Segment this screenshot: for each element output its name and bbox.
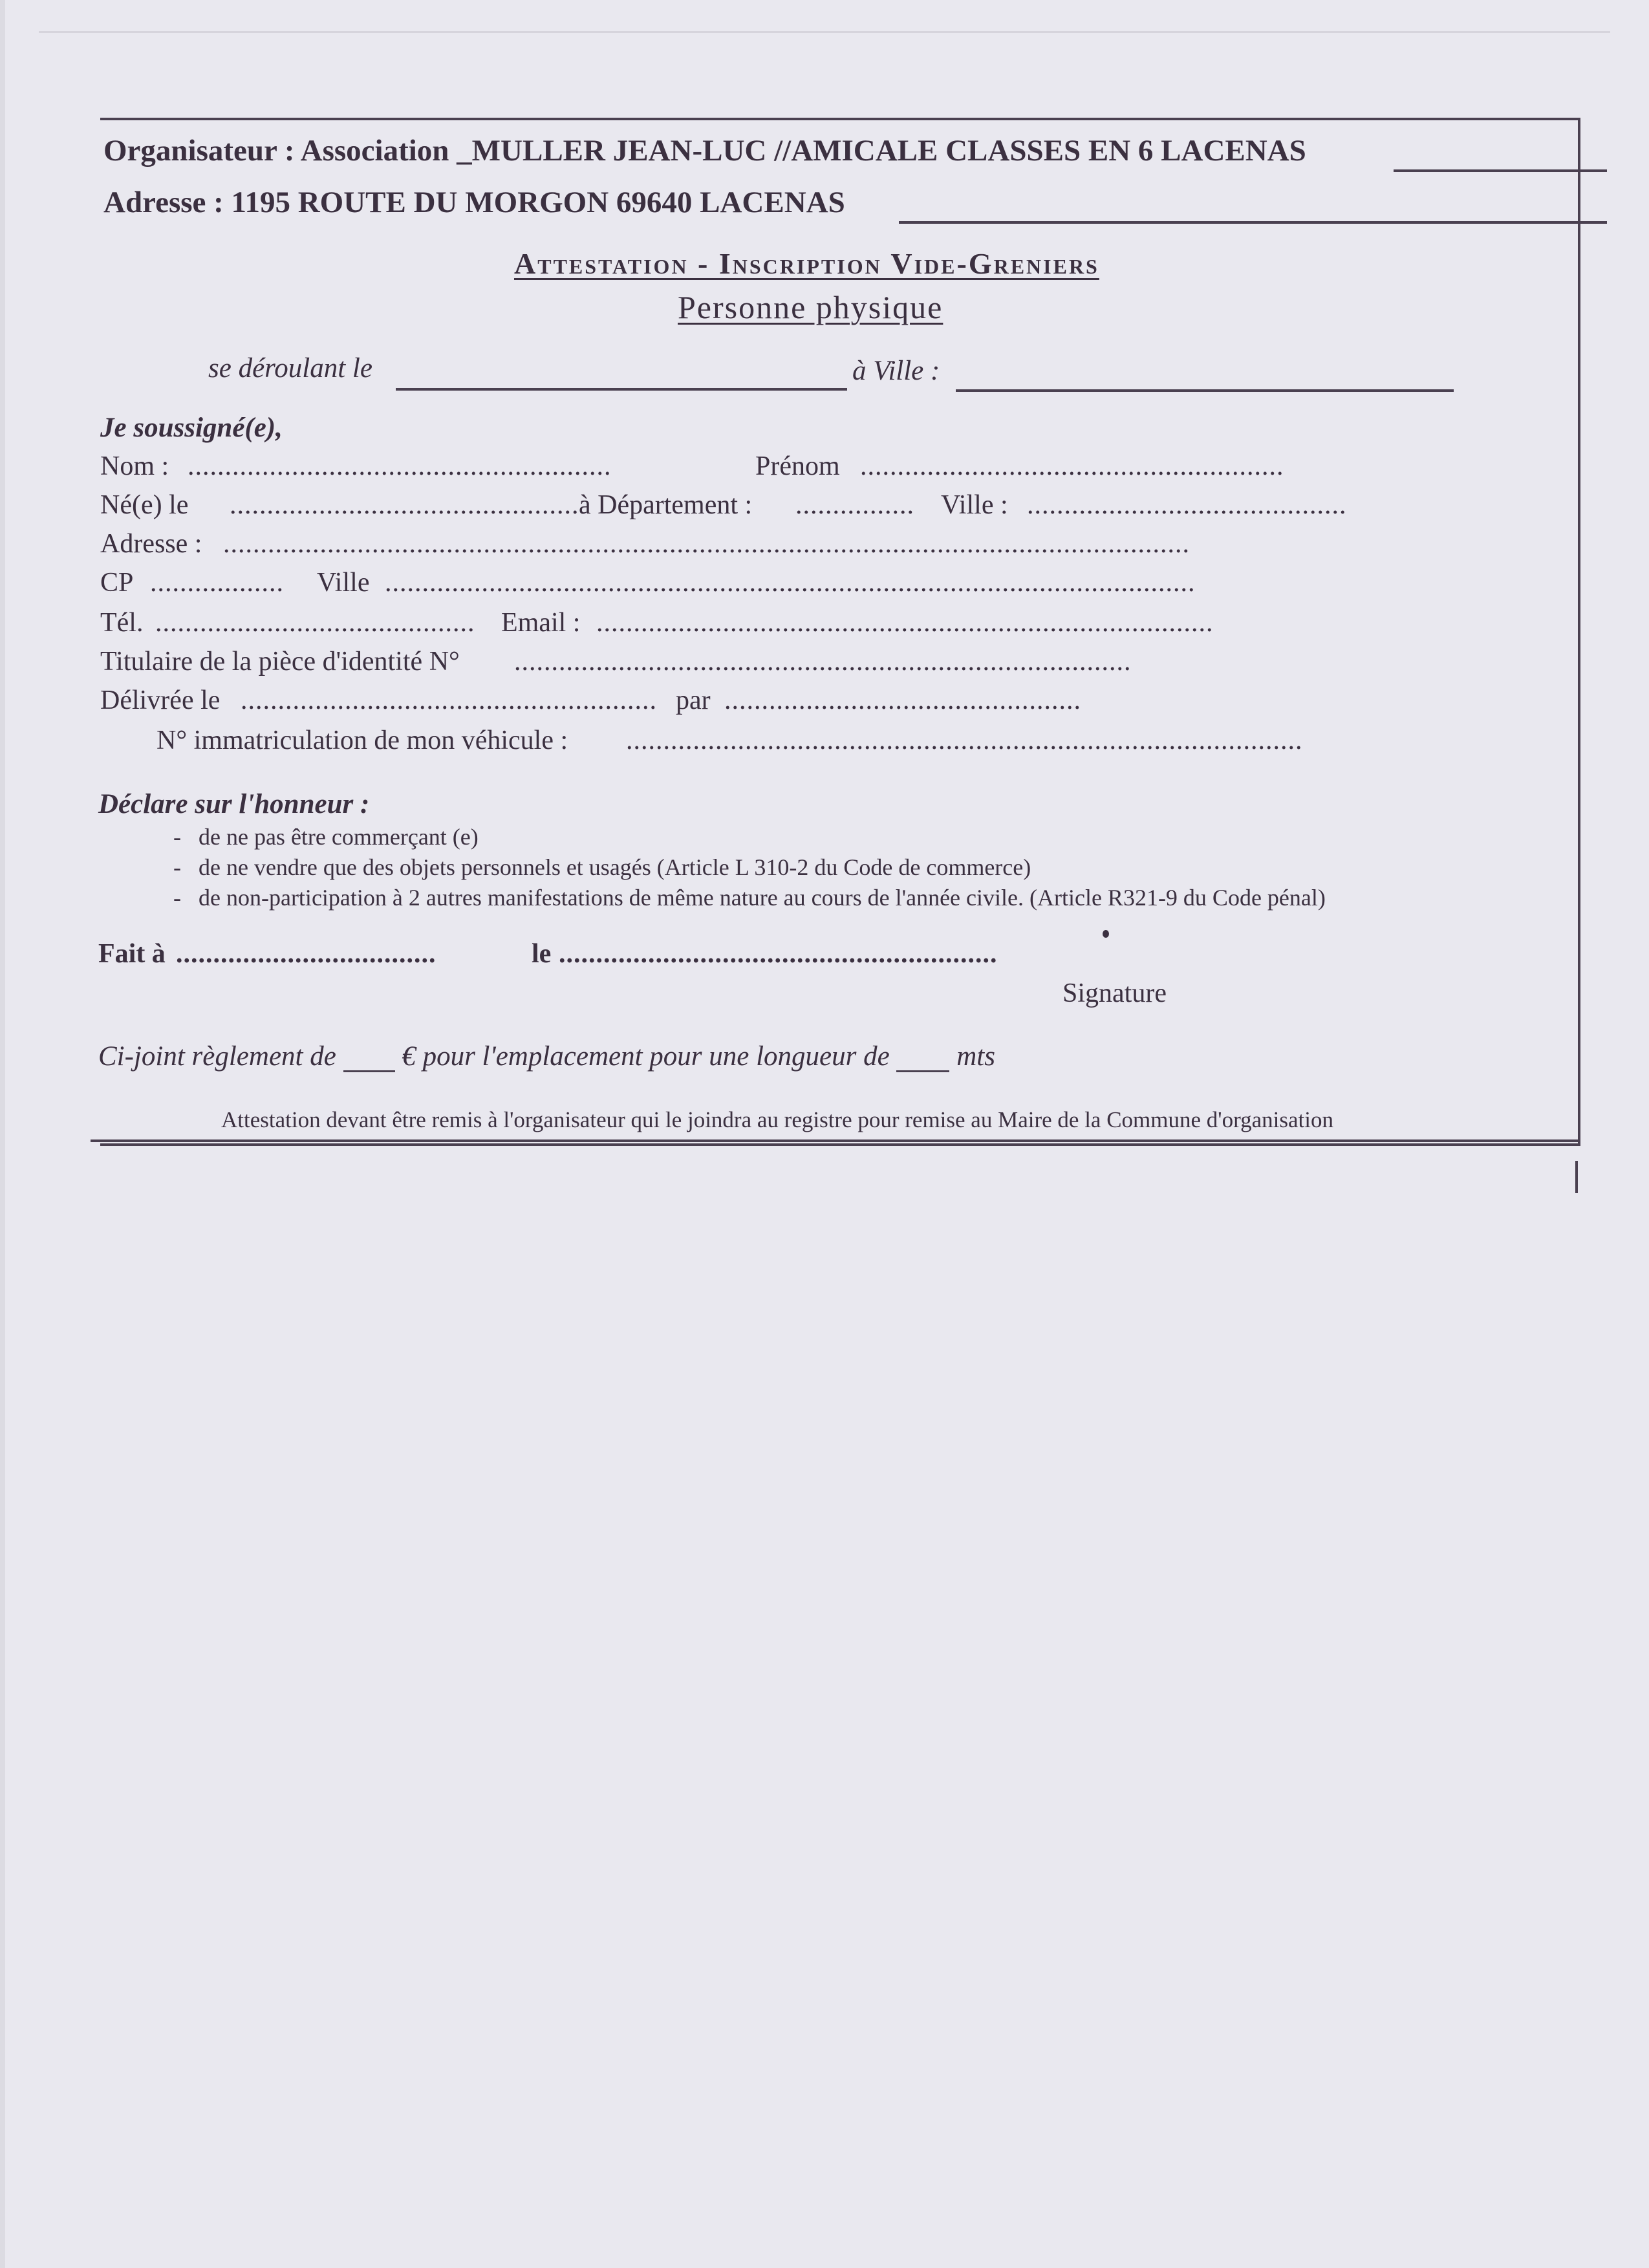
- email-field[interactable]: ...................................................................................: [596, 608, 1214, 638]
- form-title: Attestation - Inscription Vide-Greniers: [514, 247, 1099, 280]
- par-field[interactable]: ................................................: [724, 686, 1081, 715]
- ink-mark: [1103, 930, 1109, 938]
- signature-label: Signature: [1062, 978, 1167, 1008]
- payment-text-length: pour l'emplacement pour une longueur de: [422, 1041, 890, 1072]
- fait-a-label: Fait à: [98, 939, 166, 969]
- naissance-ville-label: Ville :: [941, 490, 1008, 520]
- naissance-field[interactable]: ...............................................: [230, 490, 579, 520]
- frame-tick: [1575, 1161, 1578, 1193]
- declaration-item-text: de ne pas être commerçant (e): [199, 824, 479, 850]
- naissance-ville-field[interactable]: ...........................................: [1027, 490, 1347, 520]
- organizer-label: Organisateur : Association: [103, 134, 449, 167]
- nom-label: Nom :: [100, 451, 169, 481]
- identity-intro: Je soussigné(e),: [100, 413, 283, 443]
- adresse-label: Adresse :: [100, 529, 202, 559]
- payment-text: Ci-joint règlement de: [98, 1041, 336, 1072]
- length-unit: mts: [956, 1041, 995, 1072]
- piece-identite-label: Titulaire de la pièce d'identité N°: [100, 647, 460, 676]
- scan-top-edge: [39, 31, 1610, 33]
- organizer-fill-line: [1394, 169, 1607, 172]
- event-date-label: se déroulant le: [208, 353, 372, 383]
- departement-label: à Département :: [579, 490, 753, 520]
- address-line: [103, 188, 845, 218]
- footer-rule: [91, 1139, 1578, 1142]
- fait-le-label: le: [532, 939, 552, 969]
- immatriculation-field[interactable]: ...........................................................................................: [626, 726, 1303, 755]
- tel-label: Tél.: [100, 608, 144, 638]
- departement-field[interactable]: ................: [795, 490, 914, 520]
- delivree-field[interactable]: ........................................................: [241, 686, 657, 715]
- cp-field[interactable]: ..................: [150, 568, 284, 598]
- cp-ville-field[interactable]: .............................................................................................................: [385, 568, 1196, 598]
- immatriculation-label: N° immatriculation de mon véhicule :: [156, 726, 568, 755]
- cp-label: CP: [100, 568, 134, 598]
- tel-field[interactable]: ...........................................: [155, 608, 475, 638]
- delivree-label: Délivrée le: [100, 686, 221, 715]
- form-subtitle: Personne physique: [678, 289, 943, 325]
- nom-field[interactable]: .........................................................: [188, 451, 612, 481]
- event-city-field[interactable]: [956, 389, 1454, 392]
- footer-note: Attestation devant être remis à l'organisateur qui le joindra au registre pour remise au Maire de la Commune d'organisation: [221, 1107, 1333, 1132]
- piece-identite-field[interactable]: ...................................................................................: [514, 647, 1132, 676]
- event-date-field[interactable]: [396, 388, 847, 391]
- payment-length-field[interactable]: [896, 1042, 949, 1072]
- payment-line: [98, 1042, 995, 1072]
- currency-symbol: €: [402, 1041, 416, 1072]
- adresse-field[interactable]: ..................................................................................................................................: [223, 529, 1190, 559]
- declaration-heading: Déclare sur l'honneur :: [98, 789, 370, 819]
- payment-amount-field[interactable]: [343, 1042, 395, 1072]
- organizer-name: _MULLER JEAN-LUC //AMICALE CLASSES EN 6 LACENAS: [457, 134, 1306, 167]
- cp-ville-label: Ville: [317, 568, 370, 598]
- address-fill-line: [899, 221, 1607, 224]
- address-value: 1195 ROUTE DU MORGON 69640 LACENAS: [231, 186, 845, 219]
- fait-le-field[interactable]: ...........................................................: [559, 939, 998, 969]
- par-label: par: [676, 686, 711, 715]
- declaration-item: - de ne vendre que des objets personnels et usagés (Article L 310-2 du Code de commerce): [173, 854, 1031, 880]
- declaration-item-text: de non-participation à 2 autres manifestations de même nature au cours de l'année civile. (Article R321-9 du Code pénal): [199, 885, 1326, 911]
- declaration-item: - de non-participation à 2 autres manifestations de même nature au cours de l'année civile. (Article R321-9 du Code pénal): [173, 885, 1326, 911]
- prenom-label: Prénom: [755, 451, 840, 481]
- event-city-label: à Ville :: [852, 356, 940, 386]
- prenom-field[interactable]: .........................................................: [860, 451, 1284, 481]
- address-label: Adresse :: [103, 186, 224, 219]
- fait-a-field[interactable]: ...................................: [176, 939, 436, 969]
- organizer-line: [103, 136, 1306, 166]
- declaration-item-text: de ne vendre que des objets personnels et usagés (Article L 310-2 du Code de commerce): [199, 854, 1031, 880]
- naissance-label: Né(e) le: [100, 490, 189, 520]
- declaration-item: - de ne pas être commerçant (e): [173, 824, 479, 850]
- scan-edge: [0, 0, 5, 2268]
- email-label: Email :: [501, 608, 581, 638]
